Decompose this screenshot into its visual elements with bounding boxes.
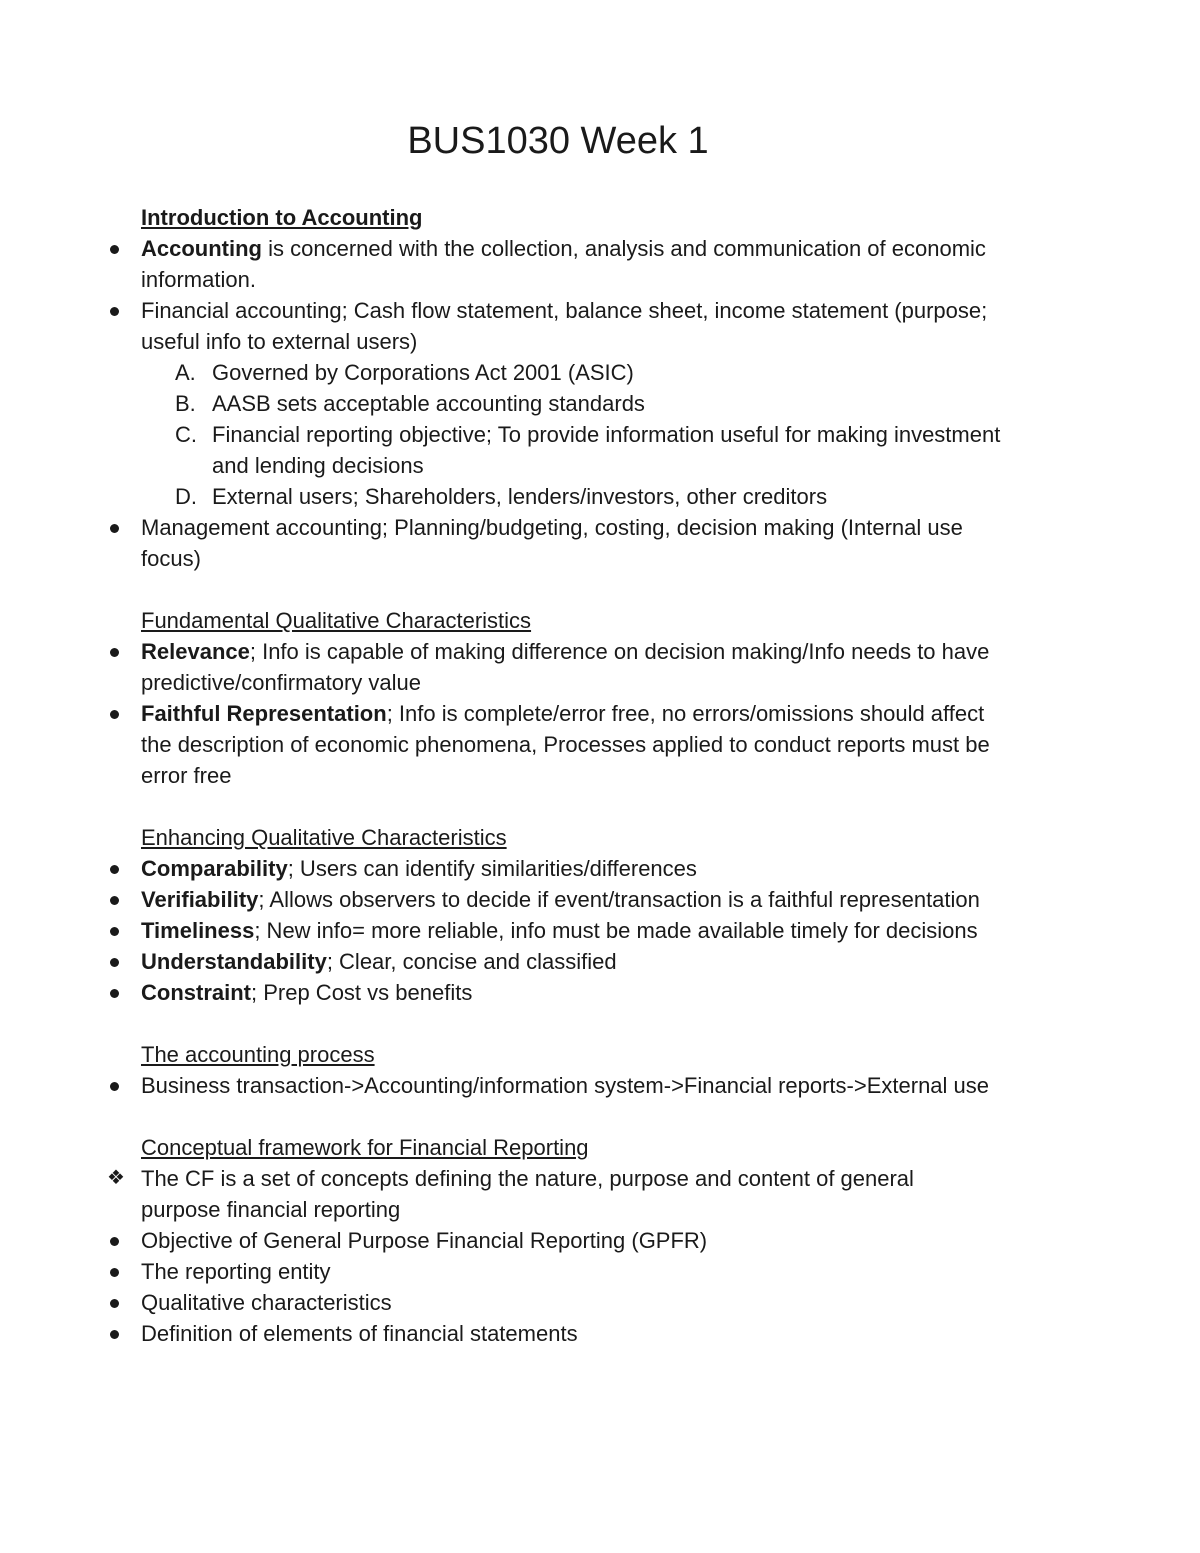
- sub-marker: A.: [175, 360, 196, 385]
- sub-marker: B.: [175, 391, 196, 416]
- list-item-continuation: [0, 264, 1200, 295]
- item-text: error free: [141, 763, 232, 788]
- heading-text: Introduction to Accounting: [141, 205, 423, 230]
- item-text: ; Info is complete/error free, no errors/omissions should affect: [386, 701, 985, 726]
- sub-list-item-continuation: [0, 450, 1200, 481]
- term-bold: Relevance: [141, 639, 250, 664]
- list-item: [0, 295, 1200, 326]
- item-text: ; Users can identify similarities/differences: [287, 856, 697, 881]
- term-bold: Verifiability: [141, 887, 259, 912]
- list-item-continuation: [0, 1194, 1200, 1225]
- list-item-continuation: [0, 326, 1200, 357]
- sub-item-text: AASB sets acceptable accounting standards: [212, 391, 645, 416]
- bullet-icon: [110, 1287, 124, 1318]
- item-text: Definition of elements of financial statements: [141, 1321, 578, 1346]
- term-bold: Comparability: [141, 856, 288, 881]
- list-item: [0, 946, 1200, 977]
- list-item: [0, 636, 1200, 667]
- diamond-bullet-icon: [110, 1163, 124, 1194]
- item-text: focus): [141, 546, 201, 571]
- list-item: [0, 1225, 1200, 1256]
- item-text: The reporting entity: [141, 1259, 331, 1284]
- bullet-icon: [110, 1256, 124, 1287]
- item-text: Financial accounting; Cash flow statement, balance sheet, income statement (purpose;: [141, 298, 988, 323]
- heading-text: Conceptual framework for Financial Reporting: [141, 1135, 589, 1160]
- bullet-icon: [110, 1070, 124, 1101]
- item-text: ; Prep Cost vs benefits: [251, 980, 473, 1005]
- document-body: [0, 202, 1200, 1349]
- section-heading-process: [0, 1039, 1200, 1070]
- item-text: predictive/confirmatory value: [141, 670, 422, 695]
- section-heading-intro: [0, 202, 1200, 233]
- document-title: BUS1030 Week 1: [407, 120, 709, 162]
- sub-item-text: Financial reporting objective; To provide information useful for making investment: [212, 422, 1001, 447]
- item-text: the description of economic phenomena, Processes applied to conduct reports must be: [141, 732, 990, 757]
- item-text: is concerned with the collection, analysis and communication of economic: [262, 236, 986, 261]
- bullet-icon: [110, 915, 124, 946]
- term-bold: Faithful Representation: [141, 701, 387, 726]
- section-heading-framework: [0, 1132, 1200, 1163]
- term-bold: Constraint: [141, 980, 251, 1005]
- list-item: [0, 915, 1200, 946]
- item-text: Qualitative characteristics: [141, 1290, 392, 1315]
- sub-list-item: [0, 419, 1200, 450]
- list-item: [0, 1256, 1200, 1287]
- item-text: Objective of General Purpose Financial Reporting (GPFR): [141, 1228, 708, 1253]
- term-bold: Accounting: [141, 236, 262, 261]
- list-item: [0, 1163, 1200, 1194]
- list-item-continuation: [0, 543, 1200, 574]
- heading-text: Fundamental Qualitative Characteristics: [141, 608, 532, 633]
- heading-text: The accounting process: [141, 1042, 375, 1067]
- bullet-icon: [110, 512, 124, 543]
- sub-marker: D.: [175, 484, 197, 509]
- list-item: [0, 977, 1200, 1008]
- bullet-icon: [110, 698, 124, 729]
- item-text: ; Info is capable of making difference on decision making/Info needs to have: [249, 639, 990, 664]
- bullet-icon: [110, 853, 124, 884]
- sub-list-item: [0, 481, 1200, 512]
- bullet-icon: [110, 1225, 124, 1256]
- bullet-icon: [110, 295, 124, 326]
- term-bold: Understandability: [141, 949, 327, 974]
- item-text: Business transaction->Accounting/information system->Financial reports->External use: [141, 1073, 990, 1098]
- item-text: ; Allows observers to decide if event/transaction is a faithful representation: [258, 887, 980, 912]
- bullet-icon: [110, 1318, 124, 1349]
- bullet-icon: [110, 946, 124, 977]
- heading-text: Enhancing Qualitative Characteristics: [141, 825, 507, 850]
- list-item: [0, 1287, 1200, 1318]
- list-item: [0, 884, 1200, 915]
- item-text: The CF is a set of concepts defining the nature, purpose and content of general: [141, 1166, 914, 1191]
- list-item: [0, 512, 1200, 543]
- list-item-continuation: [0, 760, 1200, 791]
- sub-item-text: and lending decisions: [212, 453, 424, 478]
- bullet-icon: [110, 233, 124, 264]
- list-item: [0, 1070, 1200, 1101]
- item-text: useful info to external users): [141, 329, 418, 354]
- spacer: [0, 1101, 1200, 1132]
- item-text: ; Clear, concise and classified: [326, 949, 617, 974]
- bullet-icon: [110, 636, 124, 667]
- section-heading-enhancing: [0, 822, 1200, 853]
- section-heading-fundamental: [0, 605, 1200, 636]
- sub-item-text: Governed by Corporations Act 2001 (ASIC): [212, 360, 634, 385]
- item-text: Management accounting; Planning/budgeting, costing, decision making (Internal use: [141, 515, 963, 540]
- item-text: ; New info= more reliable, info must be made available timely for decisions: [254, 918, 978, 943]
- item-text: purpose financial reporting: [141, 1197, 401, 1222]
- sub-marker: C.: [175, 422, 197, 447]
- item-text: information.: [141, 267, 256, 292]
- list-item-continuation: [0, 667, 1200, 698]
- spacer: [0, 574, 1200, 605]
- list-item-continuation: [0, 729, 1200, 760]
- sub-list-item: [0, 388, 1200, 419]
- list-item: [0, 698, 1200, 729]
- list-item: [0, 1318, 1200, 1349]
- list-item: [0, 853, 1200, 884]
- bullet-icon: [110, 977, 124, 1008]
- list-item: [0, 233, 1200, 264]
- spacer: [0, 791, 1200, 822]
- sub-item-text: External users; Shareholders, lenders/investors, other creditors: [212, 484, 828, 509]
- sub-list-item: [0, 357, 1200, 388]
- spacer: [0, 1008, 1200, 1039]
- bullet-icon: [110, 884, 124, 915]
- term-bold: Timeliness: [141, 918, 255, 943]
